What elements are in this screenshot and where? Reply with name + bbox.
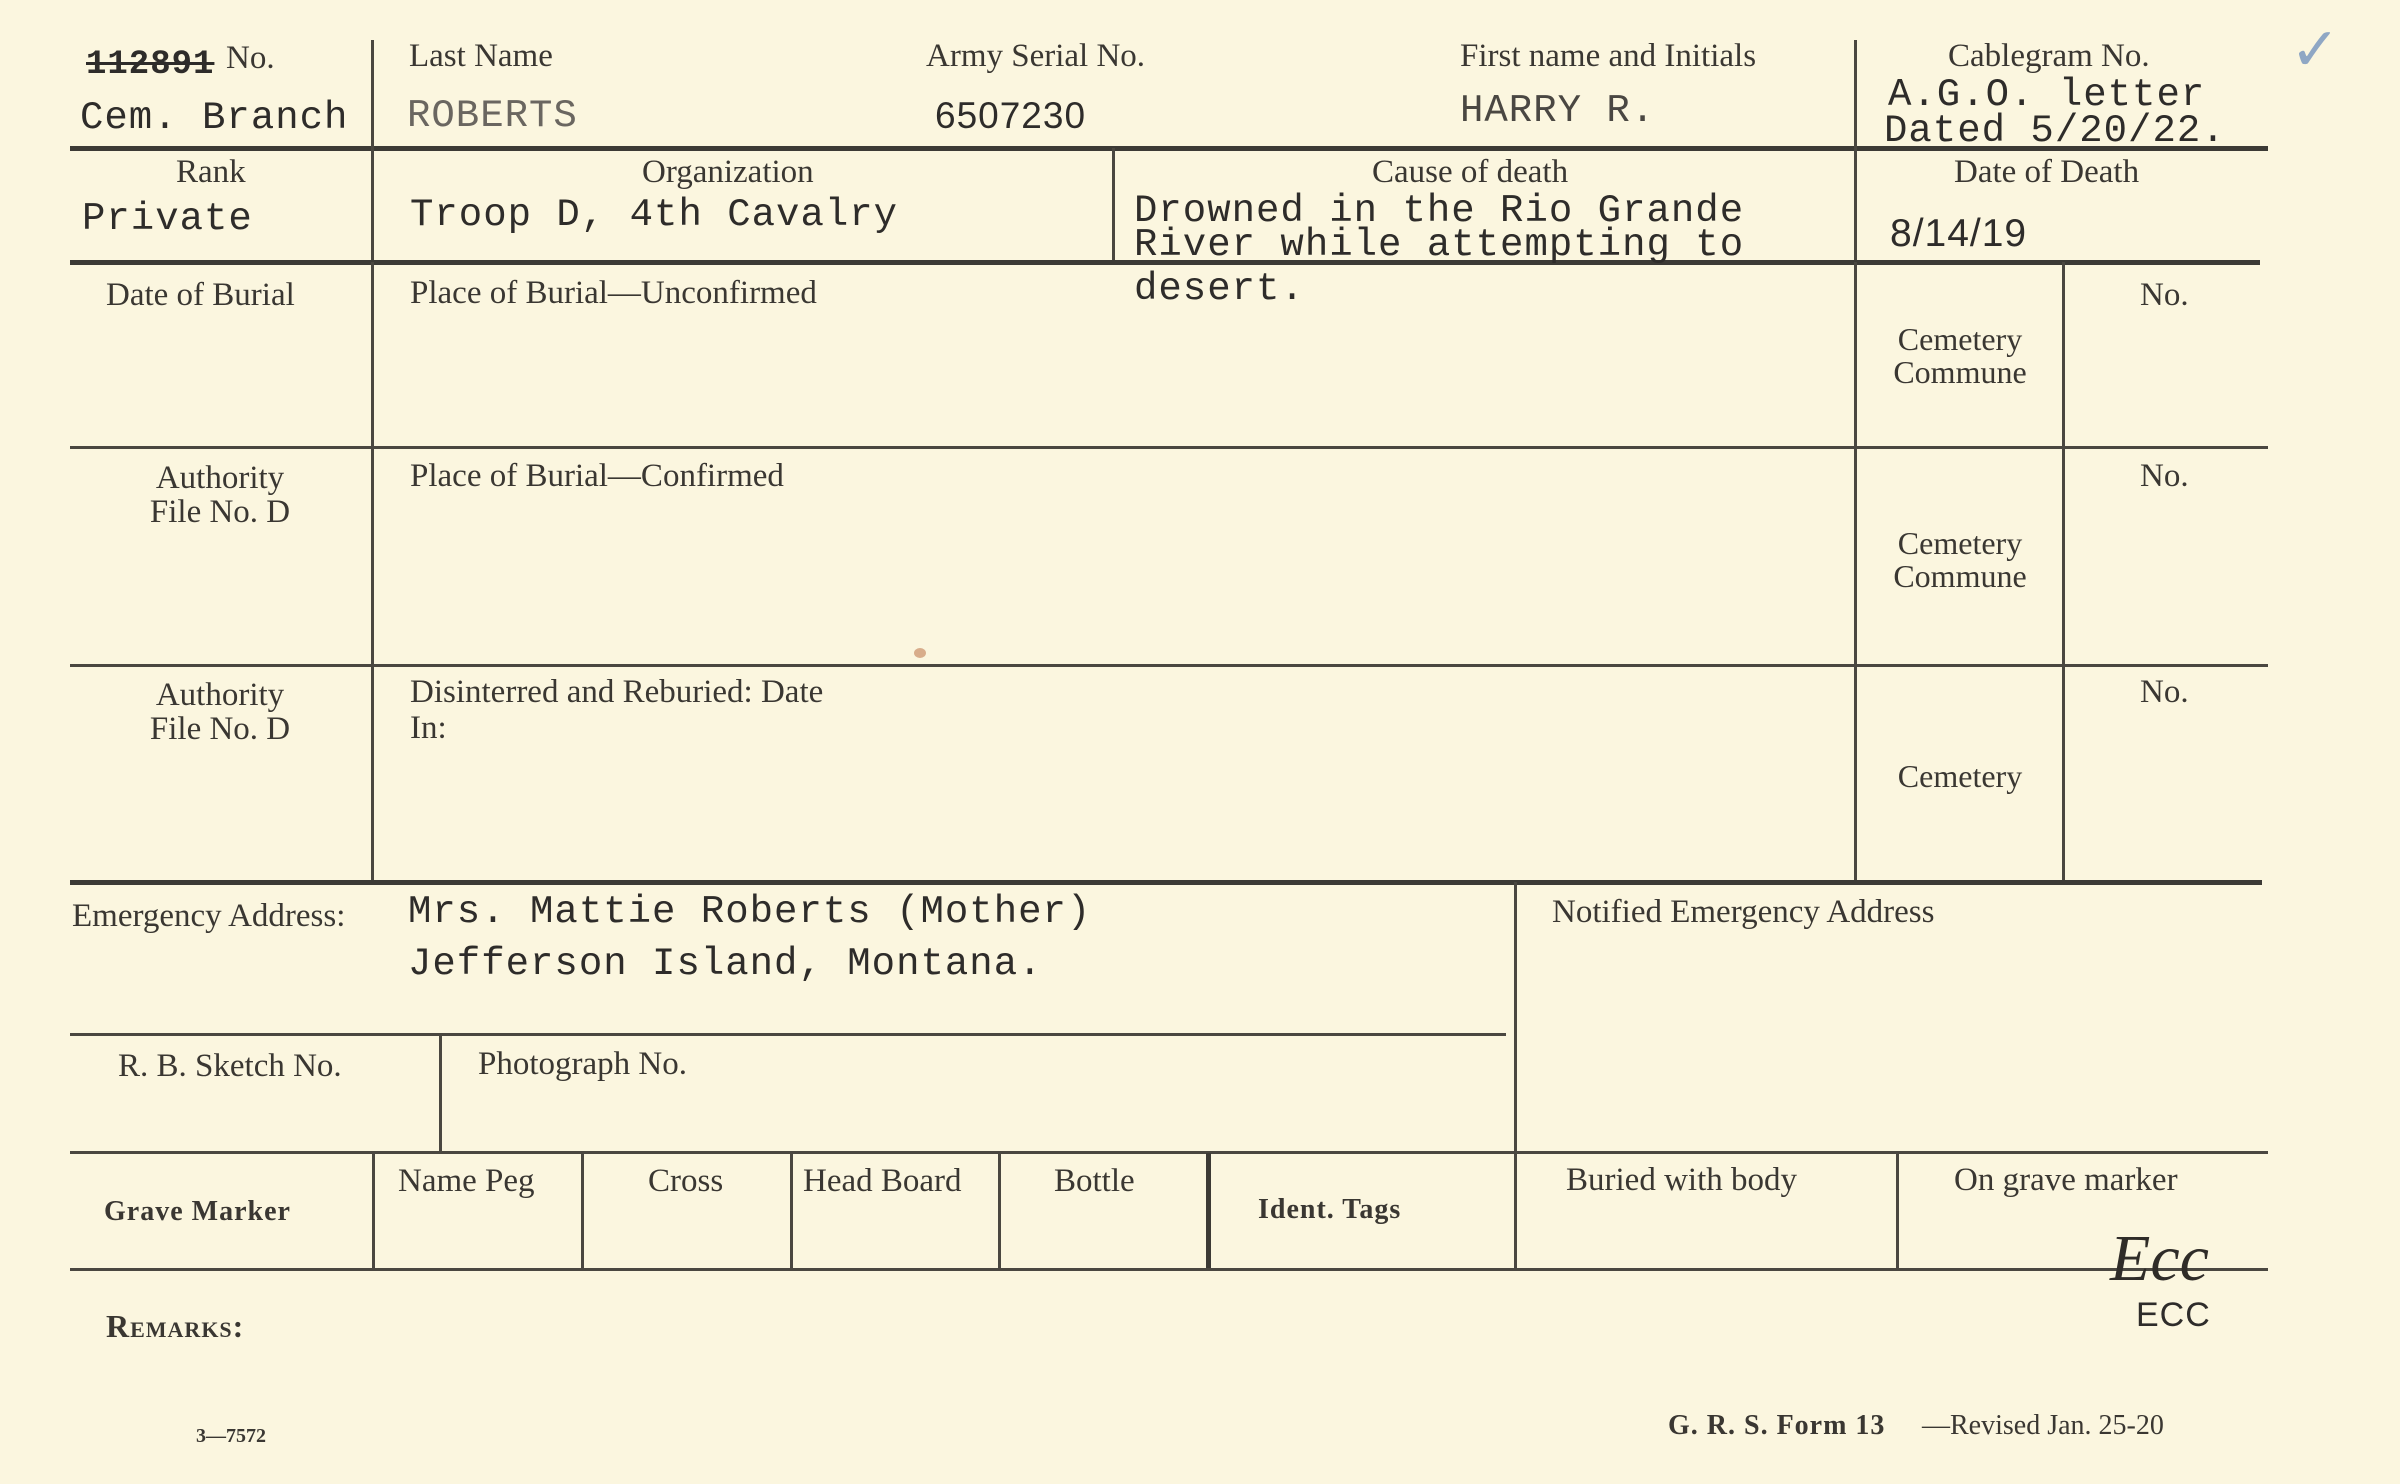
vrule-header-1 — [371, 40, 374, 260]
form-revised: —Revised Jan. 25-20 — [1922, 1410, 2164, 1441]
cause-of-death-line3: desert. — [1134, 267, 1305, 311]
first-name-label: First name and Initials — [1460, 38, 1757, 74]
rule-emergency-bottom — [70, 1033, 1506, 1036]
emergency-address-line2: Jefferson Island, Montana. — [408, 942, 1043, 986]
place-unconfirmed-label: Place of Burial—Unconfirmed — [410, 275, 817, 311]
grave-marker-label: Grave Marker — [104, 1196, 291, 1227]
cablegram-value-line2: Dated 5/20/22. — [1884, 109, 2226, 153]
no-label-2: No. — [2140, 458, 2189, 494]
rank-value: Private — [82, 197, 253, 241]
vrule-cemetery-col — [1854, 262, 1857, 880]
form-number: G. R. S. Form 13 — [1668, 1410, 1886, 1441]
date-of-death-label: Date of Death — [1954, 154, 2140, 190]
name-peg-label: Name Peg — [398, 1163, 535, 1199]
vrule-gm-6 — [1514, 1153, 1517, 1268]
head-board-label: Head Board — [803, 1163, 962, 1199]
ident-tags-label: Ident. Tags — [1258, 1194, 1402, 1225]
rank-label: Rank — [176, 154, 246, 190]
organization-label: Organization — [642, 154, 814, 190]
notified-emergency-label: Notified Emergency Address — [1552, 894, 1935, 930]
army-serial-label: Army Serial No. — [926, 38, 1146, 74]
remarks-label: Remarks: — [106, 1308, 245, 1344]
authority-label-2b: File No. D — [149, 494, 291, 530]
vrule-notified — [1514, 882, 1517, 1152]
photograph-no-label: Photograph No. — [478, 1046, 687, 1082]
vrule-header-right — [1854, 40, 1857, 148]
authority-label-3a: Authority — [155, 677, 285, 713]
vrule-left-col — [371, 262, 374, 880]
cemetery-label-1: Cemetery — [1897, 321, 2023, 357]
vrule-sketch — [439, 1036, 442, 1151]
date-of-death-value: 8/14/19 — [1890, 212, 2028, 255]
rule-unconfirmed-bottom — [70, 446, 2268, 449]
vrule-no-col — [2062, 262, 2065, 880]
cablegram-label: Cablegram No. — [1948, 38, 2150, 74]
stain-mark — [914, 648, 926, 658]
vrule-gm-5 — [1206, 1153, 1211, 1268]
first-name-value: HARRY R. — [1460, 89, 1656, 133]
vrule-row2-org — [1112, 148, 1115, 260]
rule-sketch-bottom — [70, 1151, 2268, 1154]
commune-label-1: Commune — [1893, 354, 2027, 390]
print-code: 3—7572 — [196, 1425, 266, 1447]
check-mark: ✓ — [2290, 15, 2341, 85]
commune-label-2: Commune — [1893, 558, 2027, 594]
buried-with-body-label: Buried with body — [1566, 1162, 1797, 1198]
no-label-1: No. — [2140, 277, 2189, 313]
cause-of-death-label: Cause of death — [1372, 154, 1569, 190]
vrule-gm-4 — [998, 1153, 1001, 1268]
place-confirmed-label: Place of Burial—Confirmed — [410, 458, 784, 494]
vrule-gm-2 — [581, 1153, 584, 1268]
rule-gravemarker-bottom — [70, 1268, 2268, 1271]
authority-label-2a: Authority — [155, 460, 285, 496]
cross-label: Cross — [648, 1163, 724, 1199]
cause-of-death-line2: River while attempting to — [1134, 223, 1745, 267]
branch-value: Cem. Branch — [80, 96, 349, 140]
cemetery-label-3: Cemetery — [1897, 758, 2023, 794]
disinterred-label: Disinterred and Reburied: Date — [410, 674, 824, 710]
serial-number-label: No. — [226, 40, 275, 76]
initials-script: Ecc — [2110, 1222, 2209, 1295]
cause-of-death-line1: Drowned in the Rio Grande — [1134, 189, 1745, 233]
sketch-no-label: R. B. Sketch No. — [118, 1048, 342, 1084]
emergency-address-line1: Mrs. Mattie Roberts (Mother) — [408, 890, 1092, 934]
vrule-gm-1 — [372, 1153, 375, 1268]
bottle-label: Bottle — [1054, 1163, 1135, 1199]
emergency-address-label: Emergency Address: — [72, 898, 346, 934]
date-of-burial-label: Date of Burial — [106, 277, 295, 313]
authority-label-3b: File No. D — [149, 711, 291, 747]
serial-number-typed: 112891 — [86, 46, 215, 84]
organization-value: Troop D, 4th Cavalry — [410, 193, 899, 237]
no-label-3: No. — [2140, 674, 2189, 710]
vrule-gm-3 — [790, 1153, 793, 1268]
army-serial-value: 6507230 — [935, 95, 1087, 136]
cemetery-label-2: Cemetery — [1897, 525, 2023, 561]
vrule-gm-7 — [1896, 1153, 1899, 1268]
initials-typed: ECC — [2136, 1296, 2211, 1334]
rule-confirmed-bottom — [70, 664, 2268, 667]
cablegram-value-line1: A.G.O. letter — [1888, 73, 2206, 117]
last-name-value: ROBERTS — [407, 94, 578, 138]
on-grave-marker-label: On grave marker — [1954, 1162, 2178, 1198]
vrule-row2-right — [1854, 148, 1857, 260]
rule-reburied-bottom — [70, 880, 2262, 885]
last-name-label: Last Name — [409, 38, 553, 74]
in-label: In: — [410, 710, 447, 746]
